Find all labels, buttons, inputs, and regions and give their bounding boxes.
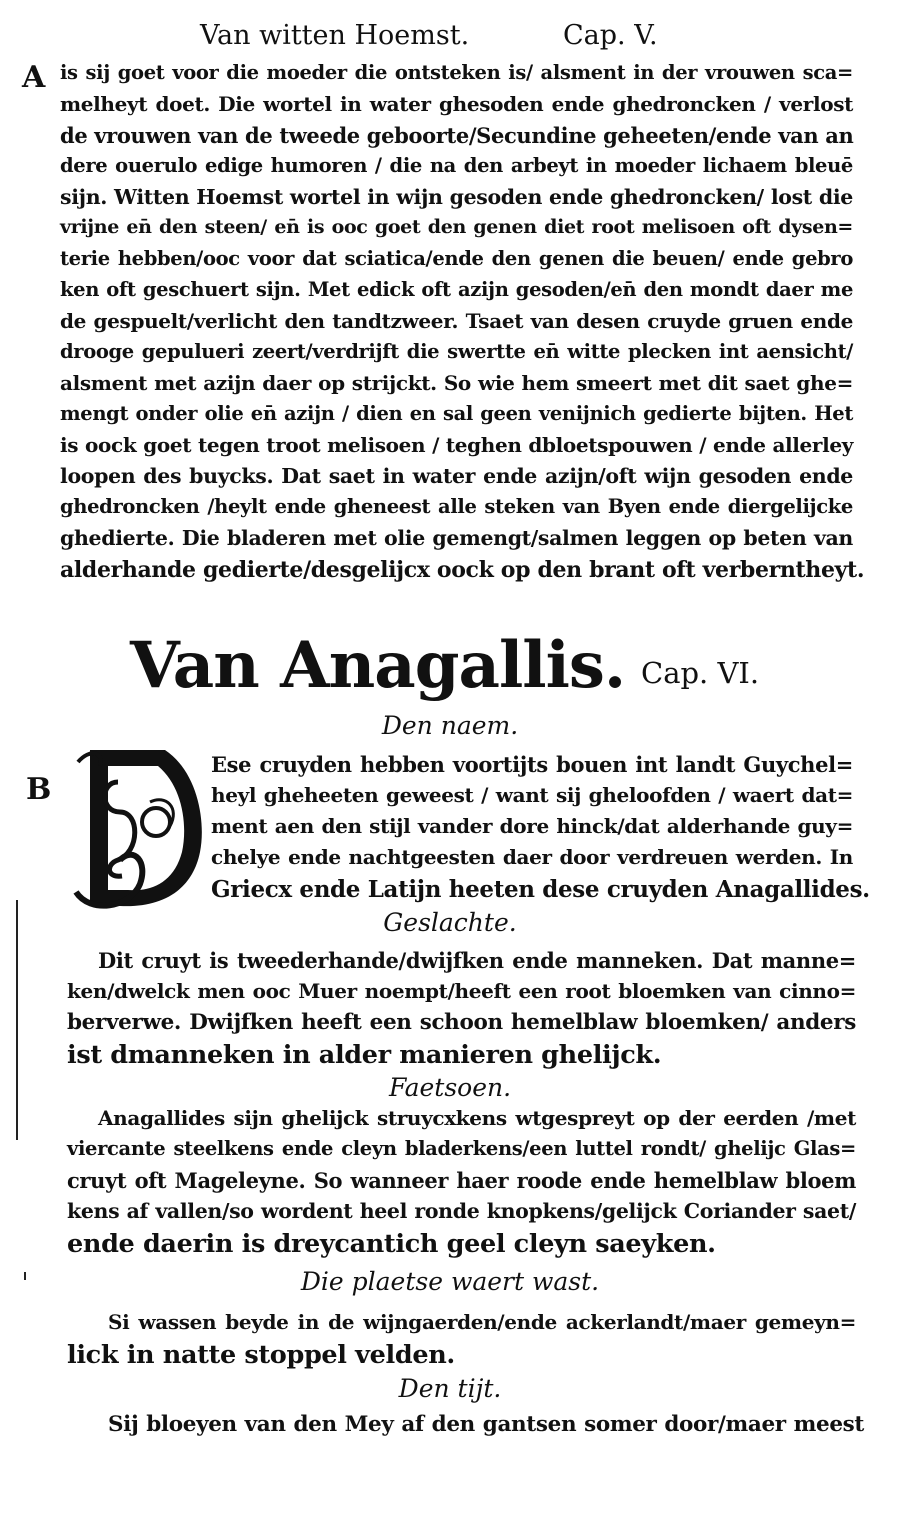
text-line: alsment met azijn daer op strijckt. So wie hem smeert met dit saet ghe= — [60, 371, 853, 395]
text-line: melheyt doet. Die wortel in water ghesoden ende ghedroncken / verlost — [60, 92, 853, 116]
text-line: Griecx ende Latijn heeten dese cruyden Anagallides. — [211, 876, 870, 903]
section-heading-naem: Den naem. — [381, 711, 519, 740]
text-line: ist dmanneken in alder manieren ghelijck. — [67, 1040, 662, 1070]
chapter-title: Van Anagallis. — [130, 628, 626, 703]
text-line: mengt onder olie en̄ azijn / dien en sal geen venijnich gedierte bijten. Het — [60, 402, 853, 425]
text-line: chelye ende nachtgeesten daer door verdreuen werden. In — [211, 845, 853, 869]
text-line: Dit cruyt is tweederhande/dwijfken ende manneken. Dat manne= — [98, 948, 856, 973]
text-line: heyl gheheeten geweest / want sij gheloofden / waert dat= — [211, 783, 853, 807]
text-line: alderhande gedierte/desgelijcx oock op den brant oft verberntheyt. — [60, 557, 865, 583]
page-edge-mark — [16, 900, 18, 1140]
text-line: de gespuelt/verlicht den tandtzweer. Tsaet van desen cruyde gruen ende — [60, 309, 853, 333]
margin-letter-b: B — [26, 772, 52, 807]
text-line: is sij goet voor die moeder die ontsteken is/ alsment in der vrouwen sca= — [60, 61, 853, 84]
text-line: loopen des buycks. Dat saet in water ende azijn/oft wijn gesoden ende — [60, 464, 853, 488]
text-line: cruyt oft Mageleyne. So wanneer haer roode ende hemelblaw bloem — [67, 1168, 856, 1193]
text-line: Anagallides sijn ghelijck struycxkens wtgespreyt op der eerden /met — [98, 1106, 856, 1130]
text-line: berverwe. Dwijfken heeft een schoon hemelblaw bloemken/ anders — [67, 1010, 856, 1035]
text-line: de vrouwen van de tweede geboorte/Secundine geheeten/ende van an — [60, 123, 854, 148]
running-head — [0, 14, 900, 58]
text-line: terie hebben/ooc voor dat sciatica/ende den genen die beuen/ ende gebro — [60, 247, 853, 270]
text-line: kens af vallen/so wordent heel ronde knopkens/gelijck Coriander saet/ — [67, 1199, 856, 1223]
text-line: sijn. Witten Hoemst wortel in wijn gesoden ende ghedroncken/ lost die — [60, 185, 853, 209]
text-line: ghedroncken /heylt ende gheneest alle steken van Byen ende diergelijcke — [60, 495, 853, 518]
text-line: ende daerin is dreycantich geel cleyn saeyken. — [67, 1229, 716, 1259]
text-line: lick in natte stoppel velden. — [67, 1340, 455, 1370]
chapter-number: Cap. VI. — [641, 656, 760, 690]
running-head-chapter: Cap. V. — [563, 20, 658, 51]
text-line: ghedierte. Die bladeren met olie gemengt/salmen leggen op beten van — [60, 526, 853, 550]
text-line: Ese cruyden hebben voortijts bouen int landt Guychel= — [211, 752, 853, 777]
text-line: Si wassen beyde in de wijngaerden/ende ackerlandt/maer gemeyn= — [108, 1310, 856, 1334]
text-line: ment aen den stijl vander dore hinck/dat alderhande guy= — [211, 814, 853, 838]
running-head-title: Van witten Hoemst. — [200, 20, 470, 51]
section-heading-plaetse: Die plaetse waert wast. — [300, 1267, 600, 1296]
text-line: drooge gepulueri zeert/verdrijft die swertte en̄ witte plecken int aensicht/ — [60, 340, 853, 363]
decorated-initial-d — [70, 742, 210, 910]
margin-letter-a: A — [22, 60, 46, 95]
section-heading-geslachte: Geslachte. — [383, 908, 517, 937]
page-edge-mark — [24, 1272, 26, 1280]
section-heading-faetsoen: Faetsoen. — [388, 1073, 512, 1102]
text-line: vrijne en̄ den steen/ en̄ is ooc goet den genen diet root melisoen oft dysen= — [60, 216, 853, 238]
text-line: dere ouerulo edige humoren / die na den arbeyt in moeder lichaem bleuē — [60, 154, 853, 177]
text-line: ken oft geschuert sijn. Met edick oft azijn gesoden/en̄ den mondt daer me — [60, 278, 853, 301]
text-line: viercante steelkens ende cleyn bladerkens/een luttel rondt/ ghelijc Glas= — [67, 1137, 856, 1160]
text-line: Sij bloeyen van den Mey af den gantsen somer door/maer meest — [108, 1412, 864, 1437]
section-heading-tijt: Den tijt. — [398, 1374, 502, 1403]
text-line: is oock goet tegen troot melisoen / teghen dbloetspouwen / ende allerley — [60, 433, 853, 457]
text-line: ken/dwelck men ooc Muer noempt/heeft een root bloemken van cinno= — [67, 979, 856, 1003]
